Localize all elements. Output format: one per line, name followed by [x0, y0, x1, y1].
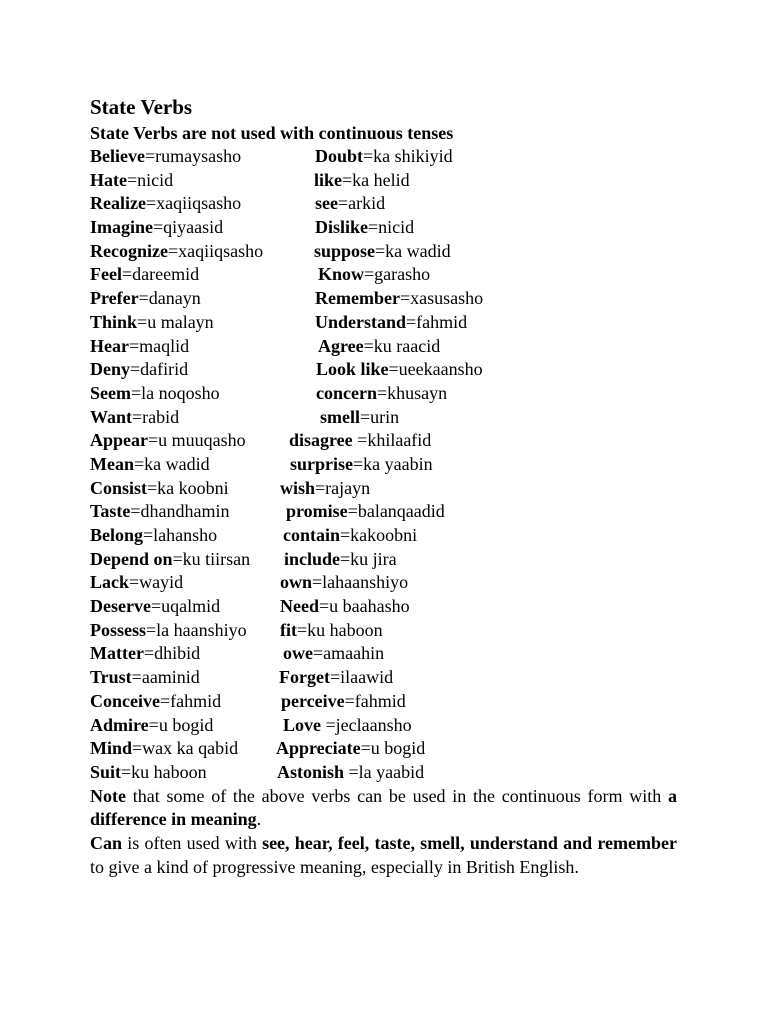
verb-word: promise: [286, 501, 348, 522]
verb-entry-right: [283, 714, 412, 738]
verb-meaning: =ku tiirsan: [172, 548, 251, 569]
verb-entry-left: [90, 714, 213, 738]
verb-word: Believe: [90, 146, 145, 166]
verb-word: Seem: [90, 382, 131, 403]
verb-word: Mind: [90, 738, 133, 759]
verb-meaning: =dhandhamin: [130, 501, 230, 522]
verb-row: [90, 382, 677, 406]
verb-entry-right: [281, 690, 406, 714]
verb-entry-right: [318, 263, 430, 287]
verb-meaning: =ilaawid: [329, 667, 394, 688]
verb-entry-right: [315, 145, 453, 169]
verb-word: Look like: [316, 359, 389, 380]
verb-entry-left: [90, 429, 246, 453]
verb-meaning: =u bogid: [360, 738, 426, 759]
verb-meaning: =ka wadid: [134, 453, 210, 474]
verb-row: [90, 690, 677, 714]
verb-word: Possess: [90, 619, 147, 640]
verb-meaning: =kakoobni: [340, 525, 418, 545]
can-bold-verbs: see, hear, feel, taste, smell, understand and remember: [262, 832, 677, 853]
verb-meaning: =maqlid: [128, 335, 190, 356]
verb-row: [90, 311, 677, 335]
verb-meaning: =ka helid: [342, 169, 410, 190]
verb-meaning: =rajayn: [315, 477, 371, 498]
verb-word: Trust: [90, 667, 132, 688]
verb-row: [90, 666, 677, 690]
verb-meaning: =khusayn: [376, 382, 448, 403]
verb-row: [90, 619, 677, 643]
verb-meaning: =qiyaasid: [153, 217, 224, 238]
verb-entry-left: [90, 690, 221, 714]
verb-entry-left: [90, 524, 217, 548]
verb-meaning: =jeclaansho: [321, 714, 412, 735]
verb-row: [90, 429, 677, 453]
verb-entry-right: [318, 335, 440, 359]
verb-entry-left: [90, 311, 214, 335]
verb-row: [90, 714, 677, 738]
verb-row: [90, 169, 677, 193]
verb-row: [90, 453, 677, 477]
page-subtitle: State Verbs are not used with continuous tenses: [90, 123, 454, 143]
verb-meaning: =rabid: [132, 406, 180, 427]
verb-word: Want: [90, 406, 133, 427]
verb-meaning: =garasho: [364, 264, 431, 285]
verb-list: [90, 145, 677, 785]
verb-word: Appreciate: [276, 738, 361, 759]
verb-meaning: =dhibid: [143, 643, 201, 664]
note-bold-phrase: a difference in meaning: [90, 785, 677, 830]
verb-word: Think: [90, 311, 138, 332]
verb-entry-left: [90, 477, 229, 501]
verb-entry-left: [90, 145, 241, 169]
verb-row: [90, 500, 677, 524]
verb-meaning: =la yaabid: [344, 761, 425, 782]
note-text: that some of the above verbs can be used in the continuous form with: [125, 785, 668, 806]
verb-entry-right: [280, 619, 383, 643]
verb-meaning: =nicid: [368, 217, 415, 238]
verb-meaning: =uqalmid: [150, 596, 221, 617]
verb-meaning: =amaahin: [313, 643, 385, 664]
verb-meaning: =lahaanshiyo: [312, 572, 409, 593]
verb-meaning: =rumaysasho: [144, 146, 242, 166]
verb-entry-left: [90, 595, 220, 619]
verb-entry-right: [284, 548, 397, 572]
verb-entry-left: [90, 548, 250, 572]
verb-word: fit: [280, 619, 297, 640]
verb-word: Suit: [90, 761, 122, 782]
verb-word: Know: [318, 264, 365, 285]
verb-entry-left: [90, 169, 173, 193]
verb-meaning: =ka shikiyid: [363, 146, 453, 166]
verb-word: Astonish: [277, 761, 345, 782]
can-bold-lead: Can: [90, 832, 123, 853]
verb-word: Conceive: [90, 690, 160, 711]
verb-meaning: =wayid: [129, 572, 184, 593]
verb-row: [90, 524, 677, 548]
verb-entry-right: [286, 500, 445, 524]
can-end: to give a kind of progressive meaning, especially in British English.: [90, 856, 579, 877]
verb-word: Deserve: [90, 596, 151, 617]
verb-meaning: =ka wadid: [375, 240, 451, 261]
verb-word: Matter: [90, 643, 144, 664]
verb-word: Lack: [90, 572, 130, 593]
verb-meaning: =danayn: [138, 288, 201, 309]
verb-meaning: =wax ka qabid: [132, 738, 239, 759]
verb-entry-left: [90, 216, 223, 240]
verb-entry-right: [314, 240, 451, 264]
verb-row: [90, 240, 677, 264]
verb-word: Imagine: [90, 217, 153, 238]
note-bold-lead: Note: [90, 785, 126, 806]
verb-entry-left: [90, 761, 207, 785]
verb-row: [90, 287, 677, 311]
verb-word: Admire: [90, 714, 149, 735]
verb-meaning: =fahmid: [159, 690, 222, 711]
verb-entry-right: [280, 477, 370, 501]
verb-row: [90, 335, 677, 359]
verb-meaning: =ku raacid: [363, 335, 441, 356]
document-page: [90, 93, 677, 879]
verb-word: Dislike: [315, 217, 369, 238]
verb-entry-right: [276, 737, 425, 761]
verb-entry-left: [90, 737, 238, 761]
verb-entry-right: [315, 311, 467, 335]
verb-entry-right: [314, 169, 410, 193]
verb-entry-right: [315, 192, 385, 216]
verb-entry-right: [280, 595, 410, 619]
verb-meaning: =ueekaansho: [388, 359, 483, 380]
verb-meaning: =u bogid: [148, 714, 214, 735]
verb-word: Recognize: [90, 240, 168, 261]
verb-word: Belong: [90, 525, 144, 545]
verb-entry-left: [90, 192, 241, 216]
verb-word: Deny: [90, 359, 130, 380]
verb-entry-left: [90, 619, 247, 643]
verb-entry-left: [90, 453, 210, 477]
verb-meaning: =ku haboon: [297, 619, 383, 640]
verb-meaning: =u malayn: [137, 311, 214, 332]
verb-word: Realize: [90, 193, 146, 214]
verb-entry-right: [315, 216, 414, 240]
verb-entry-right: [290, 453, 433, 477]
can-paragraph: [90, 832, 677, 879]
verb-entry-right: [279, 666, 393, 690]
verb-word: Prefer: [90, 288, 139, 309]
verb-row: [90, 358, 677, 382]
verb-meaning: =nicid: [126, 169, 174, 190]
verb-word: owe: [283, 643, 313, 664]
verb-meaning: =ka yaabin: [353, 453, 433, 474]
verb-word: include: [284, 548, 341, 569]
verb-meaning: =ka koobni: [147, 477, 229, 498]
verb-row: [90, 548, 677, 572]
verb-meaning: =lahansho: [143, 525, 218, 545]
verb-entry-left: [90, 382, 220, 406]
verb-meaning: =fahmid: [344, 690, 406, 711]
verb-word: Depend on: [90, 548, 173, 569]
verb-row: [90, 477, 677, 501]
verb-row: [90, 192, 677, 216]
verb-word: see: [315, 193, 338, 214]
verb-entry-right: [316, 358, 483, 382]
verb-meaning: =ku haboon: [121, 761, 207, 782]
verb-word: Doubt: [315, 146, 364, 166]
verb-entry-right: [316, 382, 447, 406]
verb-meaning: =balanqaadid: [347, 501, 445, 522]
verb-entry-right: [283, 524, 417, 548]
note-end: .: [256, 809, 262, 830]
verb-meaning: =dareemid: [121, 264, 200, 285]
verb-row: [90, 571, 677, 595]
verb-meaning: =urin: [360, 406, 400, 427]
verb-entry-left: [90, 287, 201, 311]
verb-entry-right: [283, 642, 384, 666]
verb-meaning: =u baahasho: [319, 596, 410, 617]
verb-meaning: =la haanshiyo: [146, 619, 247, 640]
verb-meaning: =xaqiiqsasho: [167, 240, 264, 261]
verb-row: [90, 642, 677, 666]
verb-word: Hate: [90, 169, 127, 190]
verb-row: [90, 737, 677, 761]
verb-word: surprise: [290, 453, 353, 474]
verb-entry-left: [90, 500, 229, 524]
verb-entry-left: [90, 335, 189, 359]
verb-word: Mean: [90, 453, 134, 474]
verb-word: Feel: [90, 264, 122, 285]
verb-word: smell: [320, 406, 360, 427]
verb-entry-right: [280, 571, 408, 595]
note-paragraph: [90, 785, 677, 832]
verb-entry-left: [90, 240, 263, 264]
verb-meaning: =arkid: [337, 193, 386, 214]
page-title: State Verbs: [90, 95, 193, 119]
verb-word: wish: [280, 477, 316, 498]
verb-row: [90, 263, 677, 287]
verb-word: Understand: [315, 311, 407, 332]
verb-entry-right: [315, 287, 483, 311]
verb-word: concern: [316, 382, 377, 403]
verb-entry-left: [90, 406, 179, 430]
verb-entry-left: [90, 263, 199, 287]
verb-word: Consist: [90, 477, 148, 498]
verb-entry-left: [90, 571, 183, 595]
verb-entry-left: [90, 666, 200, 690]
verb-entry-left: [90, 358, 188, 382]
verb-word: Taste: [90, 501, 131, 522]
verb-word: Appear: [90, 430, 148, 451]
verb-word: Need: [280, 596, 319, 617]
verb-entry-right: [320, 406, 399, 430]
verb-row: [90, 216, 677, 240]
verb-meaning: =xasusasho: [399, 288, 484, 309]
verb-word: Forget: [279, 667, 330, 688]
verb-row: [90, 761, 677, 785]
verb-word: own: [280, 572, 313, 593]
verb-word: Hear: [90, 335, 129, 356]
can-text: is often used with: [122, 832, 263, 853]
verb-word: contain: [283, 525, 341, 545]
verb-meaning: =khilaafid: [352, 430, 432, 451]
verb-word: Remember: [315, 288, 400, 309]
verb-meaning: =aaminid: [131, 667, 200, 688]
verb-meaning: =la noqosho: [130, 382, 220, 403]
verb-row: [90, 406, 677, 430]
verb-word: Love: [283, 714, 321, 735]
verb-meaning: =xaqiiqsasho: [145, 193, 242, 214]
verb-word: perceive: [281, 690, 345, 711]
verb-entry-right: [289, 429, 431, 453]
verb-entry-right: [277, 761, 424, 785]
verb-word: suppose: [314, 240, 376, 261]
verb-row: [90, 595, 677, 619]
verb-row: [90, 145, 677, 169]
verb-meaning: =fahmid: [406, 311, 468, 332]
verb-meaning: =dafirid: [130, 359, 189, 380]
verb-meaning: =ku jira: [340, 548, 397, 569]
verb-word: disagree: [289, 430, 353, 451]
verb-word: Agree: [318, 335, 364, 356]
verb-entry-left: [90, 642, 200, 666]
verb-word: like: [314, 169, 343, 190]
verb-meaning: =u muuqasho: [148, 430, 246, 451]
